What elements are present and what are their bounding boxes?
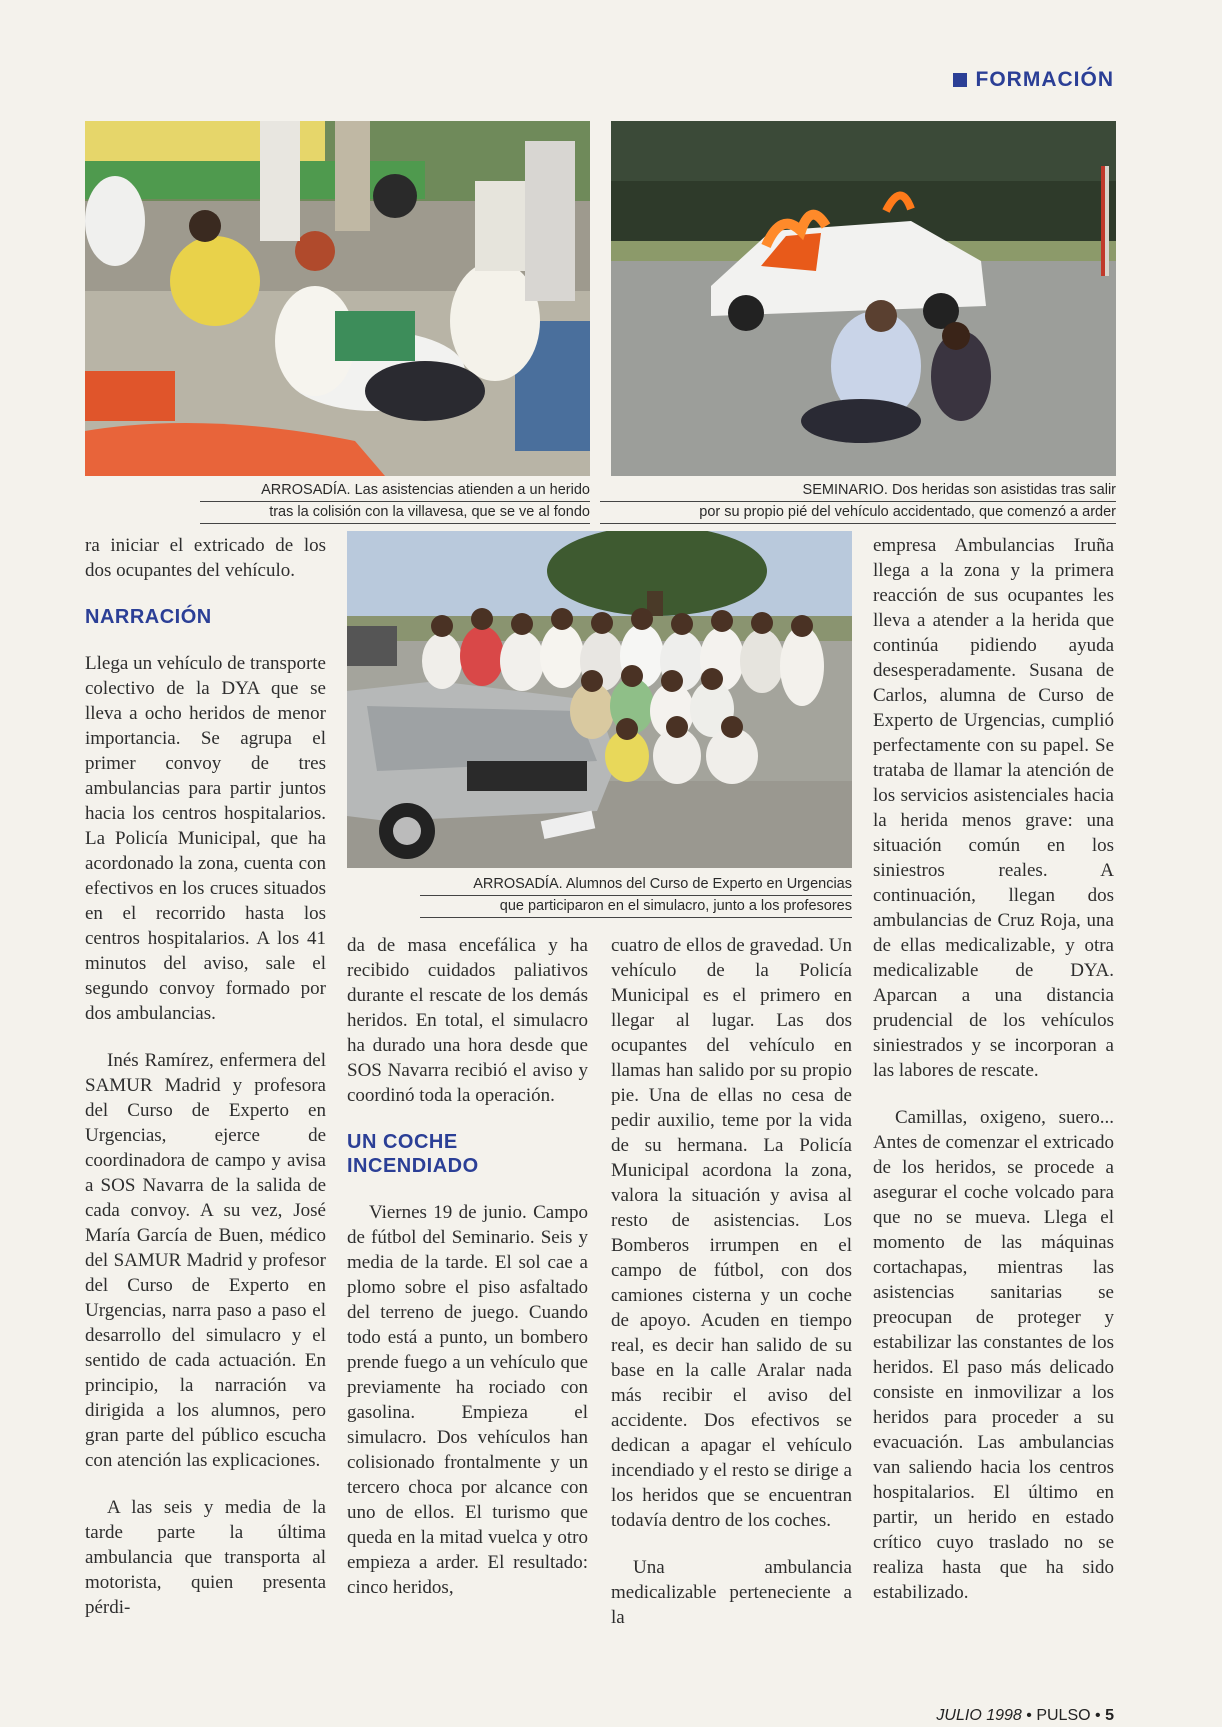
paragraph: Camillas, oxigeno, suero... Antes de comenzar el extricado de los heridos, se procede a asegurar el coche volcado para que no se mueva. Llega el momento de las máquinas cortachapas, mientras las asistencias sanitarias se preocupan de proteger y estabilizar las constantes de los heridos. El paso más delicado consiste en inmovilizar a los heridos para proceder a su evacuación. Las ambulancias van saliendo hacia los centros hospitalarios. El último en partir, un herido en estado crítico cuyo traslado no se realiza hasta que ha sido estabilizado. <box>873 1107 1114 1603</box>
footer-magazine: PULSO <box>1036 1707 1091 1724</box>
paragraph: empresa Ambulancias Iruña llega a la zona y la primera reacción de sus ocupantes les lleva a atender a la herida que continúa pidiendo ayuda desesperadamente. Susana de Carlos, alumna de Curso de Experto de Urgencias, cumplió perfectamente con su papel. Se trataba de llamar la atención de los servicios asistenciales hacia la herida menos grave: una situación común en los siniestros reales. A continuación, llegan dos ambulancias de Cruz Roja, una de ellas medicalizable, y otra medicalizable de DYA. Aparcan a una distancia prudencial de los vehículos siniestrados y se incorporan a las labores de rescate. <box>873 535 1114 1081</box>
paragraph: Llega un vehículo de transporte colectivo de la DYA que se lleva a ocho heridos de menor importancia. Se agrupa el primer convoy de tres ambulancias para partir juntos hacia los centros hospitalarios. La Policía Municipal, que ha acordonado la zona, cuenta con efectivos en los cruces situados en el recorrido hasta los centros hospitalarios. A los 41 minutos del aviso, sale el segundo convoy formado por dos ambulancias. <box>85 653 326 1024</box>
heading-narracion: NARRACIÓN <box>85 606 212 628</box>
text-column-2 <box>347 933 588 1622</box>
paragraph: Una ambulancia medicalizable perteneciente a la <box>611 1557 852 1628</box>
footer-separator: • <box>1095 1707 1101 1724</box>
paragraph: ra iniciar el extricado de los dos ocupantes del vehículo. <box>85 535 326 581</box>
caption-line: tras la colisión con la villavesa, que se ve al fondo <box>200 502 590 524</box>
footer-separator: • <box>1026 1707 1032 1724</box>
paragraph: Viernes 19 de junio. Campo de fútbol del Seminario. Seis y media de la tarde. El sol cae a plomo sobre el piso asfaltado del terreno de juego. Cuando todo está a punto, un bombero prende fuego a un vehículo que previamente ha rociado con gasolina. Empieza el simulacro. Dos vehículos han colisionado frontalmente y un tercero choca por alcance con uno de ellos. El turismo que queda en la mitad vuelca y otro empieza a arder. El resultado: cinco heridos, <box>347 1202 588 1598</box>
section-label <box>953 68 1115 92</box>
page-footer <box>936 1707 1114 1725</box>
caption-line: ARROSADÍA. Las asistencias atienden a un herido <box>200 480 590 502</box>
section-square-icon <box>953 73 967 87</box>
text-column-3 <box>611 933 852 1652</box>
paragraph: da de masa encefálica y ha recibido cuidados paliativos durante el rescate de los demás heridos. En total, el simulacro ha durado una hora desde que SOS Navarra recibió el aviso y coordinó toda la operación. <box>347 935 588 1106</box>
paragraph: A las seis y media de la tarde parte la última ambulancia que transporta al motorista, quien presenta pérdi- <box>85 1497 326 1618</box>
heading-un-coche-incendiado: UN COCHE INCENDIADO <box>347 1131 479 1177</box>
photo-group-students <box>347 531 852 868</box>
caption-line: que participaron en el simulacro, junto a los profesores <box>420 896 852 918</box>
caption-line: SEMINARIO. Dos heridas son asistidas tras salir <box>600 480 1116 502</box>
text-column-1 <box>85 533 326 1642</box>
page-number: 5 <box>1105 1707 1114 1724</box>
text-column-4 <box>873 533 1114 1627</box>
paragraph: Inés Ramírez, enfermera del SAMUR Madrid y profesora del Curso de Experto en Urgencias, ejerce de coordinadora de campo y avisa a SOS Navarra de la salida de cada convoy. A su vez, José María García de Buen, médico del SAMUR Madrid y profesor del Curso de Experto en Urgencias, narra paso a paso el desarrollo del simulacro y el sentido de cada actuación. En principio, la narración va dirigida a los alumnos, pero gran parte del público escucha con atención las explicaciones. <box>85 1050 326 1471</box>
section-label-text: FORMACIÓN <box>975 68 1114 91</box>
caption-line: ARROSADÍA. Alumnos del Curso de Experto en Urgencias <box>420 874 852 896</box>
photo-car-fire <box>611 121 1116 476</box>
paragraph: cuatro de ellos de gravedad. Un vehículo de la Policía Municipal es el primero en llegar al lugar. Las dos ocupantes del vehículo en llamas han salido por su propio pie. Una de ellas no cesa de pedir auxilio, teme por la vida de su hermana. La Policía Municipal acordona la zona, valora la situación y avisa al resto de asistencias. Los Bomberos irrumpen en el campo de fútbol, con dos camiones cisterna y un coche de apoyo. Acuden en tiempo real, es decir han salido de su base en la calle Aralar nada más recibir el aviso del accidente. Dos efectivos se dedican a apagar el vehículo incendiado y el resto se dirige a los heridos que se encuentran todavía dentro de los coches. <box>611 935 852 1531</box>
caption-photo2 <box>600 480 1116 524</box>
caption-line: por su propio pié del vehículo accidentado, que comenzó a arder <box>600 502 1116 524</box>
caption-photo3 <box>420 874 852 918</box>
photo-rescue-bus <box>85 121 590 476</box>
footer-date: JULIO 1998 <box>936 1707 1022 1724</box>
caption-photo1 <box>200 480 590 524</box>
